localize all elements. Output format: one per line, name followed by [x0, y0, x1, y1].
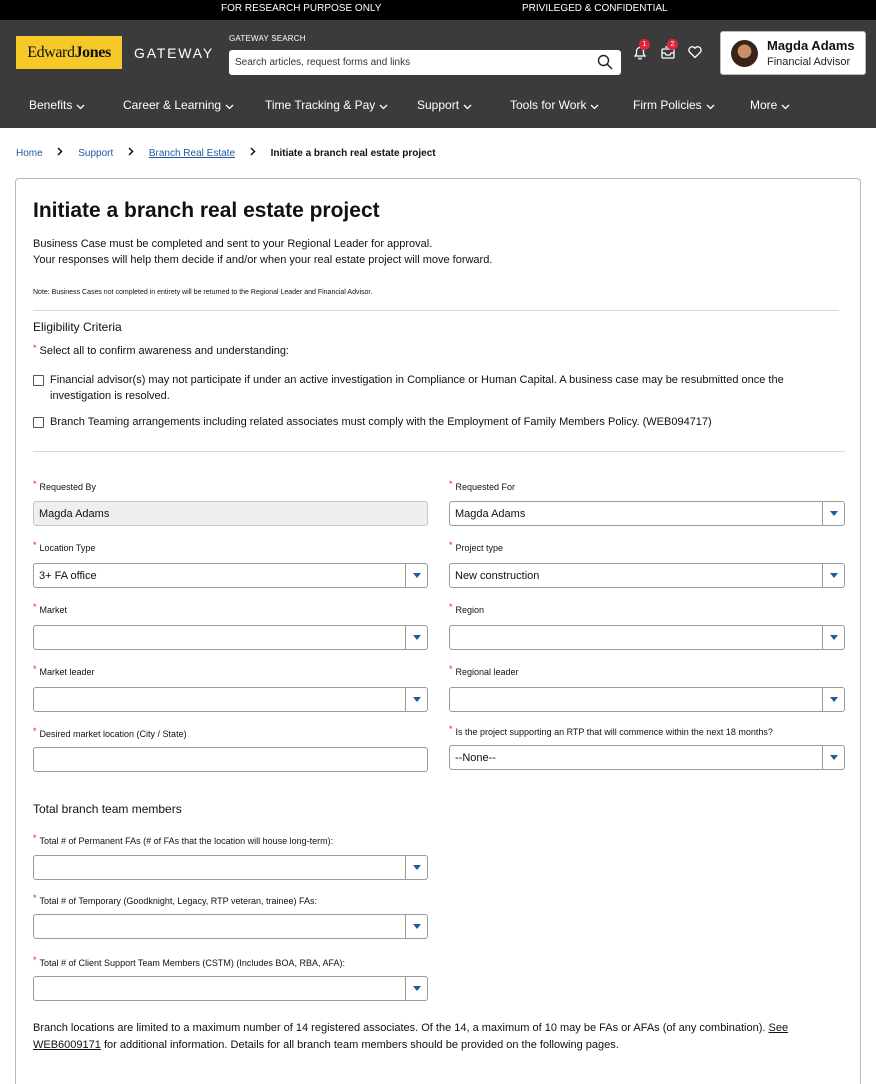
search-label: GATEWAY SEARCH	[229, 34, 306, 43]
rtp-label	[449, 724, 773, 737]
regional-leader-select[interactable]	[449, 687, 845, 712]
region-select[interactable]	[449, 625, 845, 650]
nav-item-support[interactable]	[417, 98, 472, 112]
required-marker: *	[33, 664, 37, 674]
project-type-value: New construction	[455, 570, 540, 582]
logo-text-edward: Edward	[27, 44, 75, 61]
divider	[33, 310, 839, 311]
user-role: Financial Advisor	[767, 56, 851, 68]
project-type-label	[449, 540, 504, 553]
caret-down-icon	[830, 697, 838, 702]
requested-by-label-text: Requested By	[39, 482, 97, 492]
dropdown-toggle[interactable]	[822, 564, 844, 587]
nav-item-time-tracking-pay[interactable]	[265, 98, 388, 112]
nav-label: Tools for Work	[510, 98, 587, 112]
required-marker: *	[33, 479, 37, 489]
chevron-down-icon	[781, 104, 790, 110]
dropdown-toggle[interactable]	[405, 856, 427, 879]
nav-item-tools-for-work[interactable]	[510, 98, 599, 112]
temporary-fas-label-text: Total # of Temporary (Goodknight, Legacy, RTP veteran, trainee) FAs:	[39, 896, 317, 906]
caret-down-icon	[413, 635, 421, 640]
regional-leader-label-text: Regional leader	[455, 667, 519, 677]
chevron-right-icon	[57, 147, 63, 156]
location-type-label-text: Location Type	[39, 543, 96, 553]
requested-by-label	[33, 479, 97, 492]
permanent-fas-select[interactable]	[33, 855, 428, 880]
search-box	[229, 50, 621, 75]
inbox-badge: 2	[667, 39, 678, 50]
rtp-value: --None--	[455, 752, 496, 764]
dropdown-toggle[interactable]	[405, 564, 427, 587]
chevron-down-icon	[379, 104, 388, 110]
requested-for-select[interactable]	[449, 501, 845, 526]
avatar	[731, 40, 758, 67]
desired-location-input[interactable]	[33, 747, 428, 772]
required-marker: *	[33, 602, 37, 612]
breadcrumb-branch-real-estate[interactable]: Branch Real Estate	[148, 147, 236, 159]
breadcrumb	[16, 147, 436, 159]
required-marker: *	[33, 540, 37, 550]
required-marker: *	[449, 724, 453, 734]
market-leader-select[interactable]	[33, 687, 428, 712]
required-marker: *	[33, 726, 37, 736]
nav-label: Career & Learning	[123, 98, 222, 112]
required-marker: *	[449, 479, 453, 489]
confidentiality-banner	[0, 0, 876, 20]
chevron-down-icon	[76, 104, 85, 110]
dropdown-toggle[interactable]	[405, 977, 427, 1000]
permanent-fas-label-text: Total # of Permanent FAs (# of FAs that the location will house long-term):	[39, 836, 334, 846]
branch-limit-text-1: Branch locations are limited to a maximum number of 14 registered associates. Of the 14, a maximum of 10 may be FAs or AFAs (of any combination).	[33, 1022, 766, 1034]
location-type-label	[33, 540, 96, 553]
branch-limit-text-2: for additional information. Details for all branch team members should be provided on the following pages.	[103, 1039, 619, 1051]
requested-for-value: Magda Adams	[455, 508, 526, 520]
market-select[interactable]	[33, 625, 428, 650]
dropdown-toggle[interactable]	[405, 915, 427, 938]
region-label	[449, 602, 485, 615]
breadcrumb-current: Initiate a branch real estate project	[270, 147, 436, 159]
caret-down-icon	[413, 865, 421, 870]
web6009171-link[interactable]: See WEB6009171	[33, 1022, 789, 1051]
nav-item-more[interactable]	[750, 98, 790, 112]
dropdown-toggle[interactable]	[822, 688, 844, 711]
chevron-down-icon	[590, 104, 599, 110]
notifications-badge: 1	[639, 39, 650, 50]
dropdown-toggle[interactable]	[405, 626, 427, 649]
market-leader-label-text: Market leader	[39, 667, 95, 677]
chevron-right-icon	[128, 147, 134, 156]
eligibility-heading: Eligibility Criteria	[33, 320, 122, 334]
permanent-fas-label	[33, 833, 334, 846]
required-marker: *	[33, 833, 37, 843]
eligibility-prompt-text: Select all to confirm awareness and understanding:	[39, 345, 289, 357]
notifications-button[interactable]	[632, 41, 648, 60]
dropdown-toggle[interactable]	[822, 626, 844, 649]
location-type-value: 3+ FA office	[39, 570, 97, 582]
completion-note: Note: Business Cases not completed in entirety will be returned to the Regional Leader and Financial Advisor.	[33, 289, 373, 296]
form-card	[15, 178, 861, 1084]
checkbox-family-policy[interactable]	[33, 417, 44, 428]
nav-label: Support	[417, 98, 460, 112]
rtp-select[interactable]	[449, 745, 845, 770]
desired-location-label-text: Desired market location (City / State)	[39, 729, 187, 739]
nav-item-career-learning[interactable]	[123, 98, 234, 112]
main-nav	[0, 96, 876, 118]
nav-item-benefits[interactable]	[29, 98, 85, 112]
location-type-select[interactable]	[33, 563, 428, 588]
intro-text	[33, 236, 492, 268]
nav-label: More	[750, 98, 778, 112]
dropdown-toggle[interactable]	[405, 688, 427, 711]
cstm-label	[33, 955, 345, 968]
logo-text-jones: Jones	[74, 44, 111, 61]
dropdown-toggle[interactable]	[822, 746, 844, 769]
inbox-button[interactable]	[660, 41, 676, 60]
chevron-right-icon	[250, 147, 256, 156]
divider	[33, 451, 845, 452]
cstm-label-text: Total # of Client Support Team Members (CSTM) (Includes BOA, RBA, AFA):	[39, 958, 345, 968]
required-marker: *	[33, 955, 37, 965]
caret-down-icon	[413, 986, 421, 991]
requested-for-label	[449, 479, 516, 492]
caret-down-icon	[413, 924, 421, 929]
caret-down-icon	[413, 573, 421, 578]
eligibility-item-2-text: Branch Teaming arrangements including related associates must comply with the Employment of Family Members Policy. (WEB094717)	[50, 416, 712, 428]
heart-icon	[687, 44, 703, 60]
required-marker: *	[449, 540, 453, 550]
team-members-heading: Total branch team members	[33, 802, 182, 816]
breadcrumb-support[interactable]: Support	[78, 147, 114, 159]
market-label	[33, 602, 68, 615]
caret-down-icon	[830, 635, 838, 640]
cstm-select[interactable]	[33, 976, 428, 1001]
eligibility-item-1-text: Financial advisor(s) may not participate if under an active investigation in Compliance or Human Capital. A business case may be resubmitted once the investigation is resolved.	[50, 374, 784, 402]
nav-item-firm-policies[interactable]	[633, 98, 715, 112]
branch-limit-info	[33, 1020, 833, 1054]
chevron-down-icon	[706, 104, 715, 110]
eligibility-item-family-policy[interactable]	[33, 414, 845, 430]
app-name: GATEWAY	[134, 45, 215, 61]
eligibility-prompt	[33, 345, 289, 357]
market-label-text: Market	[39, 605, 68, 615]
checkbox-investigation[interactable]	[33, 375, 44, 386]
nav-label: Benefits	[29, 98, 73, 112]
temporary-fas-select[interactable]	[33, 914, 428, 939]
requested-for-label-text: Requested For	[455, 482, 516, 492]
required-marker: *	[33, 343, 37, 353]
banner-confidential-text: PRIVILEGED & CONFIDENTIAL	[522, 3, 668, 14]
market-leader-label	[33, 664, 95, 677]
site-header	[0, 20, 876, 128]
nav-label: Firm Policies	[633, 98, 702, 112]
chevron-down-icon	[463, 104, 472, 110]
requested-by-field	[33, 501, 428, 526]
caret-down-icon	[413, 697, 421, 702]
region-label-text: Region	[455, 605, 485, 615]
banner-research-text: FOR RESEARCH PURPOSE ONLY	[221, 3, 382, 14]
temporary-fas-label	[33, 893, 317, 906]
user-profile-card[interactable]	[720, 31, 866, 75]
breadcrumb-home[interactable]: Home	[16, 147, 43, 159]
search-input[interactable]	[235, 54, 585, 71]
favorites-button[interactable]	[687, 44, 703, 60]
edward-jones-logo[interactable]	[16, 36, 122, 69]
eligibility-item-investigation[interactable]	[33, 372, 845, 404]
caret-down-icon	[830, 573, 838, 578]
intro-line-1: Business Case must be completed and sent to your Regional Leader for approval.	[33, 238, 433, 250]
chevron-down-icon	[225, 104, 234, 110]
dropdown-toggle[interactable]	[822, 502, 844, 525]
required-marker: *	[449, 602, 453, 612]
rtp-label-text: Is the project supporting an RTP that will commence within the next 18 months?	[455, 727, 773, 737]
caret-down-icon	[830, 755, 838, 760]
project-type-label-text: Project type	[455, 543, 504, 553]
project-type-select[interactable]	[449, 563, 845, 588]
page-title: Initiate a branch real estate project	[33, 199, 380, 222]
required-marker: *	[449, 664, 453, 674]
required-marker: *	[33, 893, 37, 903]
nav-label: Time Tracking & Pay	[265, 98, 376, 112]
requested-by-value: Magda Adams	[39, 508, 110, 520]
regional-leader-label	[449, 664, 519, 677]
user-name: Magda Adams	[767, 38, 855, 53]
search-icon[interactable]	[597, 54, 613, 70]
intro-line-2: Your responses will help them decide if and/or when your real estate project will move forward.	[33, 254, 493, 266]
desired-location-label	[33, 726, 187, 739]
caret-down-icon	[830, 511, 838, 516]
